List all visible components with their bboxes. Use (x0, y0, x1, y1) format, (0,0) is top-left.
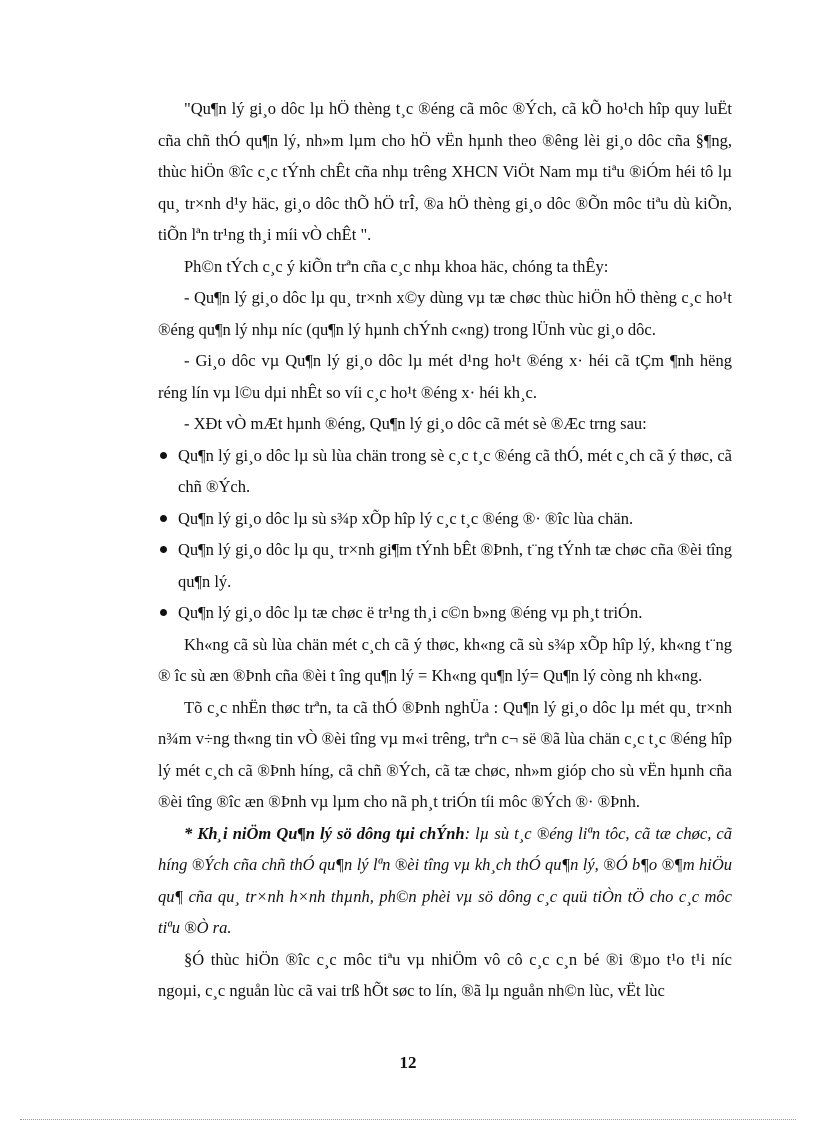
list-item (158, 534, 732, 597)
page-bottom-divider (20, 1119, 796, 1120)
analysis-point-1: - Qu¶n lý gi¸o dôc lµ qu¸ tr×nh x©y dùng vµ tæ chøc thùc hiÖn hÖ thèng c¸c ho¹t ®éng qu¶n lý nhµ níc (qu¶n lý hµnh chÝnh c«ng) trong lÜnh vùc gi¸o dôc. (158, 288, 732, 339)
list-item (158, 440, 732, 503)
definition-body: : lµ sù t¸c ®éng liªn tôc, cã tæ chøc, cã híng ®Ých cña chñ thÓ qu¶n lý lªn ®èi tîng vµ kh¸ch thÓ qu¶n lý, ®Ó b¶o ®¶m hiÖu qu¶ cña qu¸ tr×nh h×nh thµnh, ph©n phèi vµ sö dông c¸c quü tiÒn tÖ cho c¸c môc tiªu ®Ò ra. (158, 823, 733, 937)
bullet-icon (160, 515, 167, 522)
analysis-point-2: - Gi¸o dôc vµ Qu¶n lý gi¸o dôc lµ mét d¹ng ho¹t ®éng x· héi cã tÇm ¶nh hëng réng lín vµ l©u dµi nhÊt so víi c¸c ho¹t ®éng x· héi kh¸c. (158, 351, 732, 402)
conclusion-paragraph: Kh«ng cã sù lùa chän mét c¸ch cã ý thøc, kh«ng cã sù s¾p xÕp hîp lý, kh«ng t¨ng ® îc sù æn ®Þnh cña ®èi t îng qu¶n lý = Kh«ng qu¶n lý= Qu¶n lý còng nh kh«ng. (158, 634, 732, 685)
bullet-icon (160, 609, 167, 616)
page-number: 12 (399, 1053, 417, 1072)
characteristics-list (158, 440, 732, 629)
list-item (158, 597, 732, 629)
analysis-intro: Ph©n tÝch c¸c ý kiÕn trªn cña c¸c nhµ khoa häc, chóng ta thÊy: (184, 256, 609, 276)
list-item-text: Qu¶n lý gi¸o dôc lµ sù lùa chän trong sè c¸c t¸c ®éng cã thÓ, mét c¸ch cã ý thøc, cã chñ ®Ých. (178, 445, 732, 496)
definition-term: * Kh¸i niÖm Qu¶n lý sö dông tµi chÝnh (184, 823, 465, 843)
bullet-icon (160, 452, 167, 459)
list-item-text: Qu¶n lý gi¸o dôc lµ sù s¾p xÕp hîp lý c¸c t¸c ®éng ®· ®îc lùa chän. (178, 508, 634, 528)
quote-paragraph: "Qu¶n lý gi¸o dôc lµ hÖ thèng t¸c ®éng cã môc ®Ých, cã kÕ ho¹ch hîp quy luËt cña chñ thÓ qu¶n lý, nh»m lµm cho hÖ vËn hµnh theo ®êng lèi gi¸o dôc cña §¶ng, thùc hiÖn ®îc c¸c tÝnh chÊt cña nhµ trêng XHCN ViÖt Nam mµ tiªu ®iÓm héi tô lµ qu¸ tr×nh d¹y häc, gi¸o dôc thÕ hÖ trÎ, ®a hÖ thèng gi¸o dôc ®Õn môc tiªu dù kiÕn, tiÕn lªn tr¹ng th¸i míi vÒ chÊt ". (158, 99, 732, 244)
definition-paragraph: Tõ c¸c nhËn thøc trªn, ta cã thÓ ®Þnh nghÜa : Qu¶n lý gi¸o dôc lµ mét qu¸ tr×nh n¾m v÷ng th«ng tin vÒ ®èi tîng vµ m«i trêng, trªn c¬ së ®ã lùa chän c¸c t¸c ®éng hîp lý mét c¸ch cã ®Þnh híng, cã chñ ®Ých, cã tæ chøc, nh»m gióp cho sù vËn hµnh cña ®èi tîng ®îc æn ®Þnh vµ lµm cho nã ph¸t triÓn tíi môc ®Ých ®· ®Þnh. (158, 697, 732, 811)
bullet-icon (160, 546, 167, 553)
list-item-text: Qu¶n lý gi¸o dôc lµ tæ chøc ë tr¹ng th¸i c©n b»ng ®éng vµ ph¸t triÓn. (178, 603, 643, 622)
finance-management-definition (158, 818, 732, 944)
list-item (158, 503, 732, 535)
resources-paragraph: §Ó thùc hiÖn ®îc c¸c môc tiªu vµ nhiÖm vô cô c¸c c¸n bé ®i ®µo t¹o t¹i níc ngoµi, c¸c nguån lùc cã vai trß hÕt søc to lín, ®ã lµ nguån nh©n lùc, vËt lùc (158, 949, 732, 1000)
page-body (158, 93, 732, 1007)
analysis-point-3: - XÐt vÒ mÆt hµnh ®éng, Qu¶n lý gi¸o dôc cã mét sè ®Æc trng sau: (184, 414, 647, 433)
list-item-text: Qu¶n lý gi¸o dôc lµ qu¸ tr×nh gi¶m tÝnh bÊt ®Þnh, t¨ng tÝnh tæ chøc cña ®èi tîng qu¶n lý. (178, 540, 732, 591)
